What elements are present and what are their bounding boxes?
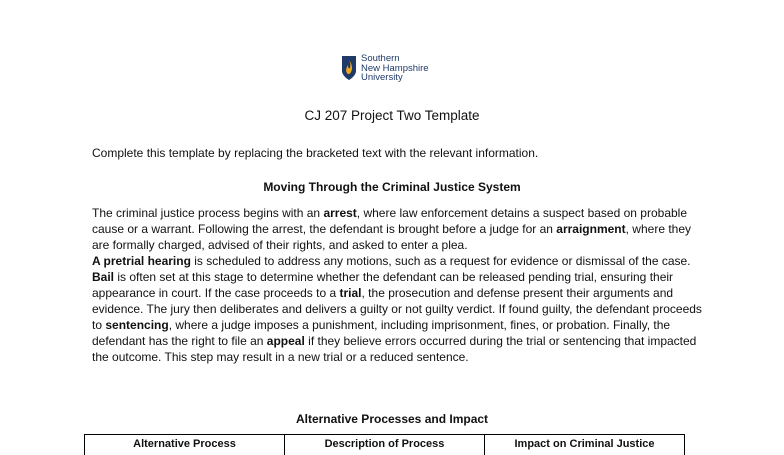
alternative-processes-table — [84, 434, 685, 455]
table-header-impact: Impact on Criminal Justice — [485, 435, 685, 455]
section-heading-criminal-justice: Moving Through the Criminal Justice System — [263, 180, 521, 194]
paragraph-arrest-arraignment — [92, 205, 704, 253]
term-arraignment: arraignment — [556, 222, 626, 236]
university-logo — [341, 54, 429, 83]
logo-line-1: Southern — [361, 53, 400, 64]
section-heading-alternative-processes: Alternative Processes and Impact — [295, 412, 489, 426]
p1-text-2: , where law enforcement detains a suspect based on probable cause or a warrant. Following the arrest, the defendant is brought before a judge for an — [92, 206, 688, 236]
term-sentencing: sentencing — [105, 318, 169, 332]
shield-flame-icon — [341, 55, 357, 81]
document-title: CJ 207 Project Two Template — [304, 108, 480, 123]
p1-text-3: , where they are formally charged, advised of their rights, and asked to enter a plea. — [92, 222, 692, 252]
table-header-alternative-process: Alternative Process — [85, 435, 285, 455]
instructions-text: Complete this template by replacing the bracketed text with the relevant information. — [92, 146, 539, 160]
p2-text-4: , where a judge imposes a punishment, including imprisonment, fines, or probation. Finally, the defendant has the right to file an — [92, 318, 671, 348]
table-header-description: Description of Process — [285, 435, 485, 455]
paragraph-pretrial-to-appeal — [92, 253, 704, 365]
term-trial: trial — [339, 286, 362, 300]
term-pretrial-hearing: A pretrial hearing — [92, 254, 191, 268]
p1-text-1: The criminal justice process begins with an — [92, 206, 324, 220]
logo-line-2: New Hampshire — [361, 62, 429, 74]
logo-wordmark — [361, 54, 429, 83]
term-appeal: appeal — [266, 334, 305, 348]
p2-text-2: is often set at this stage to determine whether the defendant can be released pending trial, ensuring their appearance in court. If the case proceeds to a — [92, 270, 674, 300]
term-arrest: arrest — [323, 206, 357, 220]
p2-text-1: is scheduled to address any motions, such as a request for evidence or dismissal of the case. — [190, 254, 691, 268]
p2-text-3: , the prosecution and defense present their arguments and evidence. The jury then deliberates and delivers a guilty or not guilty verdict. If found guilty, the defendant proceeds to — [92, 286, 702, 332]
logo-line-3: University — [361, 72, 403, 83]
term-bail: Bail — [92, 270, 115, 284]
p2-text-5: if they believe errors occurred during the trial or sentencing that impacted the outcome. This step may result in a new trial or a reduced sentence. — [92, 334, 697, 364]
